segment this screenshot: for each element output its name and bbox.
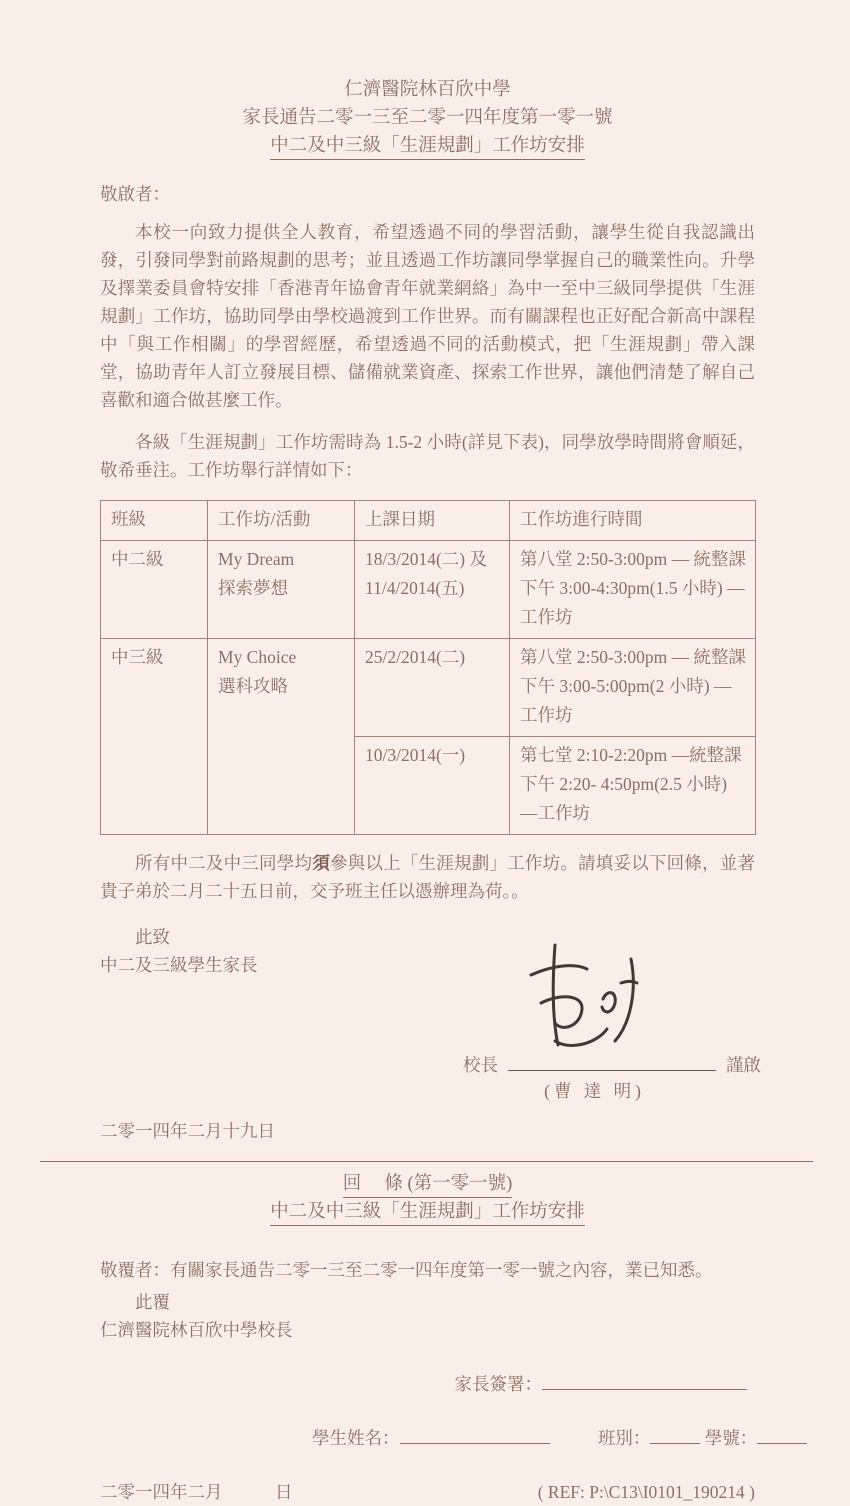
s2-time-2: 下午 3:00-4:30pm(1.5 小時) —工作坊 xyxy=(520,578,745,627)
s2-workshop-chinese: 探索夢想 xyxy=(218,578,288,598)
s3-session2-date: 10/3/2014(一) xyxy=(365,745,466,765)
header-cell-date: 上課日期 xyxy=(355,501,510,541)
s3-session1-time-2: 下午 3:00-5:00pm(2 小時) —工作坊 xyxy=(520,676,732,725)
student-info-row xyxy=(100,1424,758,1452)
workshop-schedule-table xyxy=(100,500,756,835)
reply-body: 敬覆者：有關家長通告二零一三至二零一四年度第一零一號之內容，業已知悉。 xyxy=(100,1260,713,1280)
cell-s2-grade: 中二級 xyxy=(101,541,208,639)
ref-number: ( REF: P:\C13\I0101_190214 ) xyxy=(537,1482,755,1502)
cell-s2-times xyxy=(510,541,756,639)
reply-salute: 此覆 xyxy=(135,1292,170,1312)
reply-slip-subject-text: 中二及中三級「生涯規劃」工作坊安排 xyxy=(270,1200,585,1226)
parent-signature-row xyxy=(100,1370,755,1398)
cell-s2-dates xyxy=(355,541,510,639)
class-blank xyxy=(650,1428,700,1444)
s3-session1-time-1: 第八堂 2:50-3:00pm — 統整課 xyxy=(520,647,747,667)
header-cell-time: 工作坊進行時間 xyxy=(510,501,756,541)
s2-date-2: 11/4/2014(五) xyxy=(365,578,465,598)
header-cell-activity: 工作坊/活動 xyxy=(208,501,355,541)
salutation: 敬啟者： xyxy=(100,184,170,204)
s3-session2-time-1: 第七堂 2:10-2:20pm —統整課 xyxy=(520,745,742,765)
reply-slip-title xyxy=(100,1170,755,1198)
instruction-text-post: 參與以上「生涯規劃」工作坊。請填妥以下回條，並著 貴子弟於二月二十五日前，交予班主任以憑辦理為荷。。 xyxy=(100,853,773,901)
table-header-row xyxy=(101,501,756,541)
s3-session2-time-2: 下午 2:20- 4:50pm(2.5 小時) —工作坊 xyxy=(520,774,728,823)
closing-salute: 此致 xyxy=(135,927,170,947)
subject-line-text: 中二及中三級「生涯規劃」工作坊安排 xyxy=(270,134,585,160)
issue-date: 二零一四年二月十九日 xyxy=(100,1121,275,1141)
s3-session1-date: 25/2/2014(二) xyxy=(365,647,466,667)
cell-s2-activity xyxy=(208,541,355,639)
principal-label: 校長 xyxy=(463,1055,498,1075)
subject-line xyxy=(100,132,755,160)
table-row-s3-session1 xyxy=(101,639,756,737)
s2-workshop-english: My Dream xyxy=(218,549,295,569)
student-no-label: 學號： xyxy=(704,1428,758,1448)
instruction-text-pre: 所有中二及中三同學均 xyxy=(135,853,313,873)
cell-s3-times-1 xyxy=(510,639,756,737)
reply-slip-subject xyxy=(100,1198,755,1226)
instruction-text-bold: 須 xyxy=(312,853,330,873)
principal-handwritten-signature xyxy=(503,937,663,1057)
cell-s3-date-1 xyxy=(355,639,510,737)
parent-signature-blank xyxy=(542,1374,747,1390)
s3-workshop-english: My Choice xyxy=(218,647,297,667)
student-no-blank xyxy=(757,1428,807,1444)
s2-time-1: 第八堂 2:50-3:00pm — 統整課 xyxy=(520,549,747,569)
s2-date-1: 18/3/2014(二) 及 xyxy=(365,549,488,569)
school-name: 仁濟醫院林百欣中學 xyxy=(344,80,511,100)
class-label: 班別： xyxy=(597,1428,651,1448)
reply-date-line: 二零一四年二月 日 xyxy=(100,1482,293,1502)
cell-s3-times-2 xyxy=(510,737,756,835)
paragraph-instruction xyxy=(100,849,773,905)
parent-signature-label: 家長簽署： xyxy=(454,1374,542,1394)
paragraph-duration: 各級「生涯規劃」工作坊需時為 1.5-2 小時(詳見下表)，同學放學時間將會順延，敬希垂注。工作坊舉行詳情如下： xyxy=(100,432,755,480)
s3-workshop-chinese: 選科攻略 xyxy=(218,676,288,696)
reply-slip-title-text: 回 條 (第一零一號) xyxy=(343,1172,513,1198)
principal-name: (曹 達 明) xyxy=(544,1081,645,1101)
cell-s3-activity xyxy=(208,639,355,835)
cell-s3-date-2 xyxy=(355,737,510,835)
header-cell-grade: 班級 xyxy=(101,501,208,541)
reply-recipient: 仁濟醫院林百欣中學校長 xyxy=(100,1320,293,1340)
recipient-line: 中二及三級學生家長 xyxy=(100,955,258,975)
principal-signature-block xyxy=(100,993,761,1101)
table-row-s2 xyxy=(101,541,756,639)
student-name-blank xyxy=(400,1428,550,1444)
cell-s3-grade: 中三級 xyxy=(101,639,208,835)
paragraph-introduction: 本校一向致力提供全人教育，希望透過不同的學習活動，讓學生從自我認識出發，引發同學對前路規劃的思考；並且透過工作坊讓同學掌握自己的職業性向。升學及擇業委員會特安排「香港青年協會青年就業網絡」為中一至中三級同學提供「生涯規劃」工作坊，協助同學由學校過渡到工作世界。而有關課程也正好配合新高中課程中「與工作相關」的學習經歷，希望透過不同的活動模式，把「生涯規劃」帶入課堂，協助青年人訂立發展目標、儲備就業資產、探索工作世界，讓他們清楚了解自己喜歡和適合做甚麼工作。 xyxy=(100,222,755,410)
student-name-label: 學生姓名： xyxy=(312,1428,400,1448)
bottom-row xyxy=(100,1478,755,1506)
reply-slip-separator xyxy=(40,1161,813,1162)
respect-label: 謹啟 xyxy=(726,1055,761,1075)
notice-number-line: 家長通告二零一三至二零一四年度第一零一號 xyxy=(242,108,613,128)
principal-signature-line xyxy=(508,1056,716,1071)
